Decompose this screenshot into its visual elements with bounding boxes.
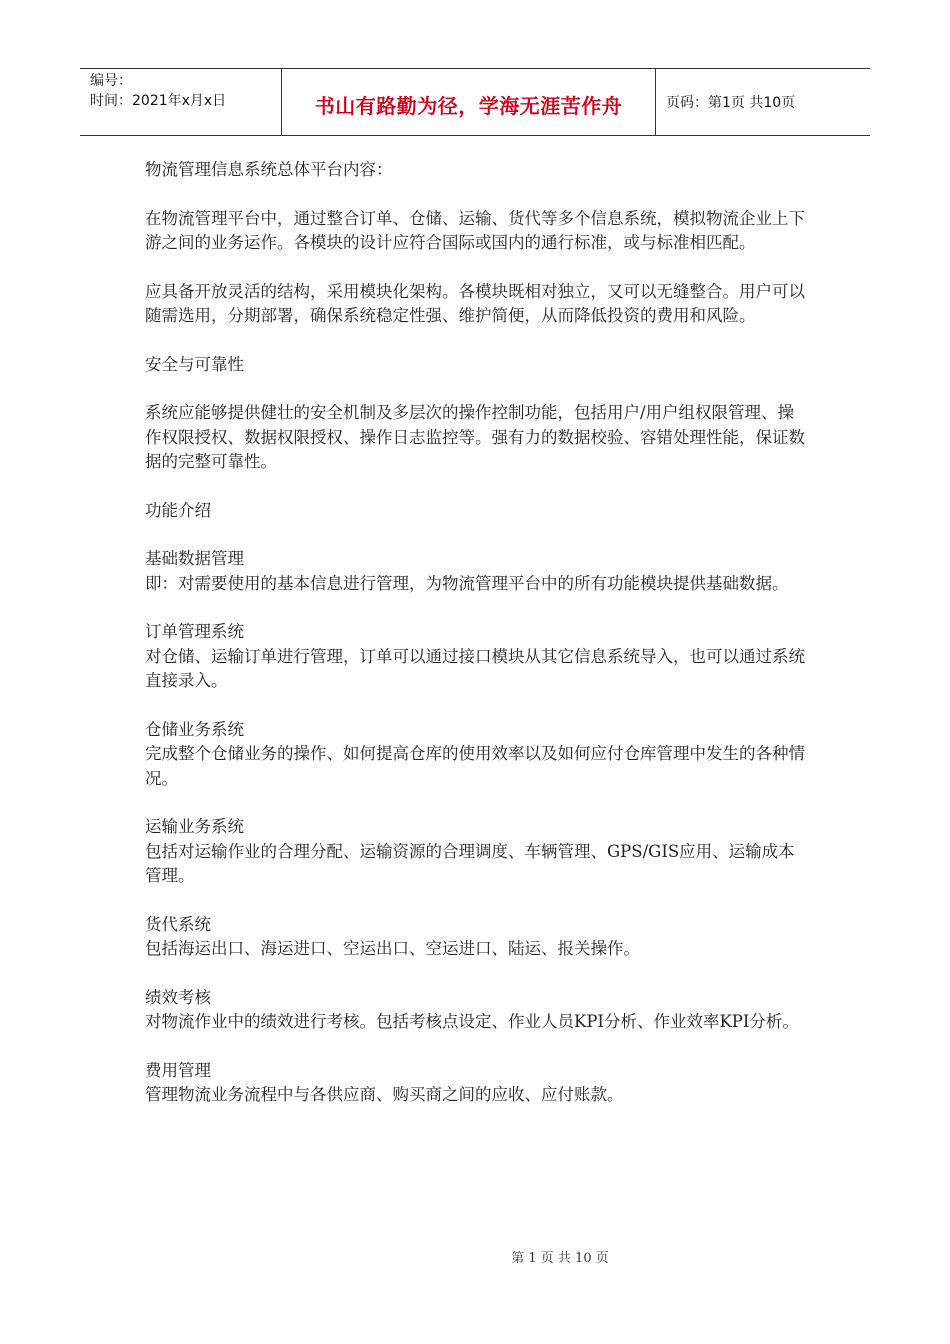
document-body	[145, 158, 810, 1132]
document-number-label: 编号：	[90, 73, 132, 89]
feature-description: 管理物流业务流程中与各供应商、购买商之间的应收、应付账款。	[145, 1085, 624, 1104]
feature-section	[145, 1059, 810, 1108]
feature-section	[145, 913, 810, 962]
feature-title: 基础数据管理	[145, 549, 244, 568]
feature-section	[145, 547, 810, 596]
feature-description: 包括对运输作业的合理分配、运输资源的合理调度、车辆管理、GPS/GIS应用、运输成本管理。	[145, 841, 795, 885]
paragraph-architecture: 应具备开放灵活的结构，采用模块化架构。各模块既相对独立，又可以无缝整合。用户可以随需选用，分期部署，确保系统稳定性强、维护简便，从而降低投资的费用和风险。	[145, 281, 805, 325]
paragraph-security: 系统应能够提供健壮的安全机制及多层次的操作控制功能，包括用户/用户组权限管理、操作权限授权、数据权限授权、操作日志监控等。强有力的数据校验、容错处理性能，保证数据的完整可靠性。	[145, 403, 805, 471]
feature-section	[145, 718, 810, 792]
feature-title: 货代系统	[145, 914, 211, 934]
feature-title: 绩效考核	[145, 987, 211, 1007]
features-title: 功能介绍	[145, 500, 211, 520]
feature-title: 费用管理	[145, 1060, 211, 1080]
feature-section	[145, 620, 810, 694]
feature-description: 包括海运出口、海运进口、空运出口、空运进口、陆运、报关操作。	[145, 939, 640, 958]
paragraph-platform: 在物流管理平台中，通过整合订单、仓储、运输、货代等多个信息系统，模拟物流企业上下游之间的业务运作。各模块的设计应符合国际或国内的通行标准，或与标准相匹配。	[145, 208, 805, 252]
feature-section	[145, 986, 810, 1035]
intro-title: 物流管理信息系统总体平台内容：	[145, 160, 393, 179]
header-page-cell	[656, 69, 870, 135]
feature-title: 运输业务系统	[145, 817, 244, 836]
feature-description: 对物流作业中的绩效进行考核。包括考核点设定、作业人员KPI分析、作业效率KPI分析。	[145, 1012, 799, 1031]
header-meta-cell	[80, 69, 282, 135]
feature-description: 完成整个仓储业务的操作、如何提高仓库的使用效率以及如何应付仓库管理中发生的各种情况。	[145, 744, 805, 788]
header-motto: 书山有路勤为径，学海无涯苦作舟	[314, 93, 623, 118]
header-motto-cell	[282, 69, 656, 135]
document-time-label: 时间：2021年x月x日	[90, 93, 227, 109]
document-header	[80, 68, 870, 136]
header-page-info: 页码：第1页 共10页	[666, 95, 796, 111]
feature-title: 订单管理系统	[145, 622, 244, 641]
security-title: 安全与可靠性	[145, 354, 244, 374]
feature-description: 对仓储、运输订单进行管理，订单可以通过接口模块从其它信息系统导入，也可以通过系统直接录入。	[145, 646, 805, 690]
feature-description: 即：对需要使用的基本信息进行管理，为物流管理平台中的所有功能模块提供基础数据。	[145, 573, 789, 593]
feature-section	[145, 815, 810, 889]
footer-page-number: 第 1 页 共 10 页	[511, 1251, 609, 1266]
page-footer	[0, 1247, 950, 1266]
feature-title: 仓储业务系统	[145, 719, 244, 739]
